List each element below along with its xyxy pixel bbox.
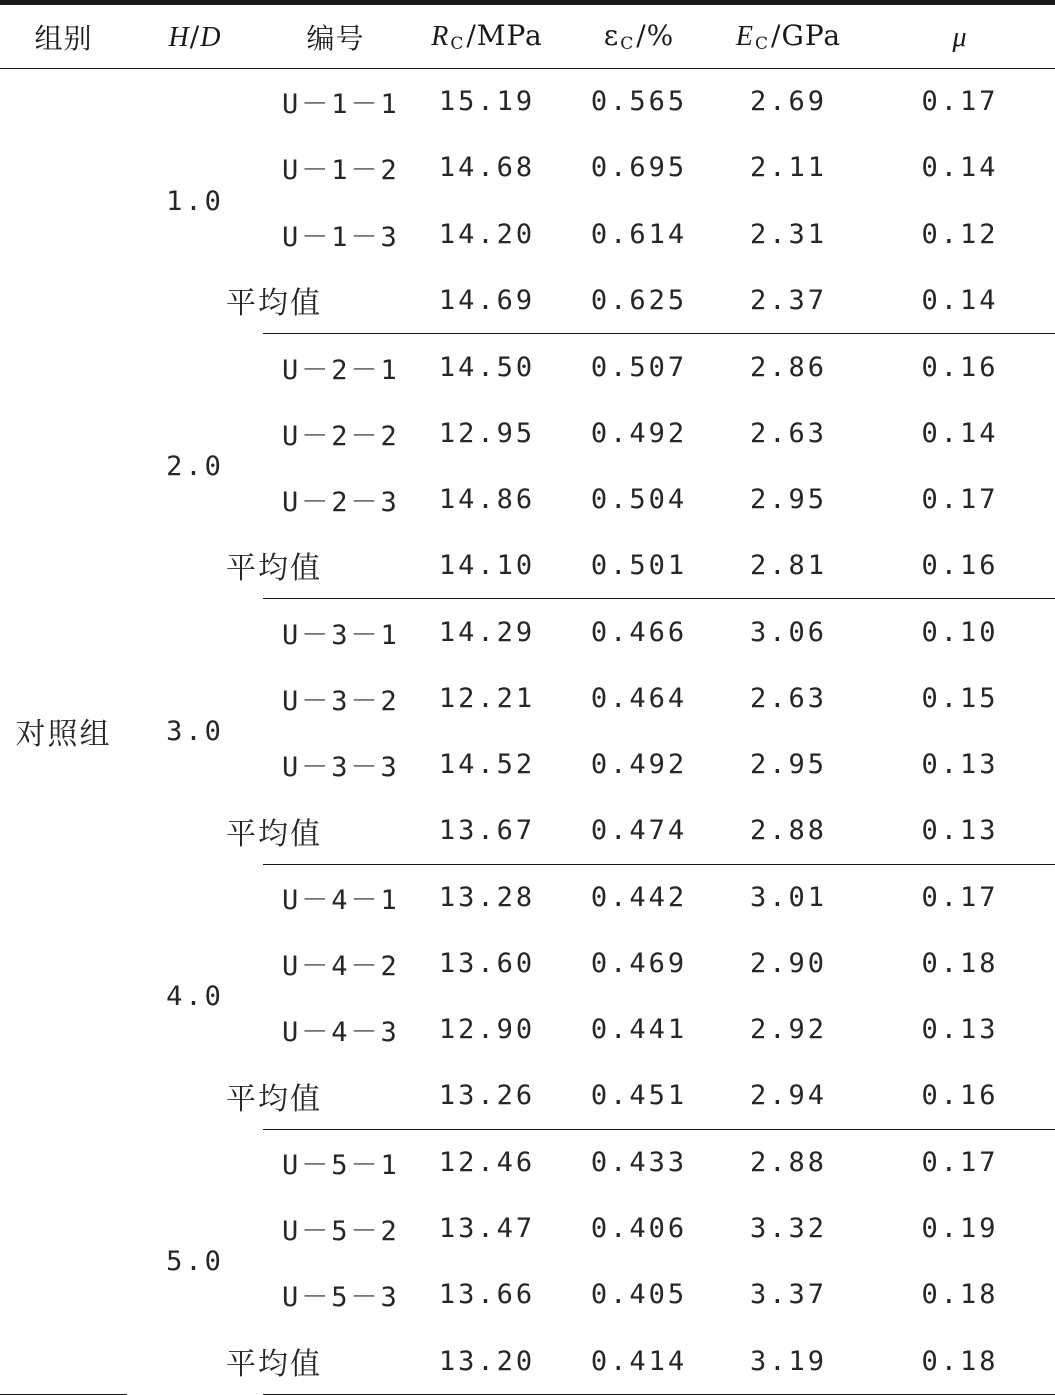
specimen-id: U－5－2 (282, 1216, 400, 1248)
modulus-value: 2.86 (749, 351, 828, 383)
poisson-value: 0.18 (865, 1328, 1055, 1394)
header-hd-h: H (168, 21, 190, 53)
modulus-value: 3.01 (749, 881, 828, 913)
poisson-value: 0.17 (921, 86, 999, 118)
specimen-id: U－3－1 (282, 619, 400, 651)
strain-value: 0.501 (566, 533, 712, 599)
specimen-id: U－1－1 (282, 89, 400, 121)
average-label: 平均值 (226, 267, 371, 333)
rc-value: 13.28 (438, 881, 536, 913)
table-row (0, 69, 1055, 135)
header-hd (127, 3, 263, 69)
poisson-value: 0.17 (921, 483, 999, 515)
strain-value: 0.504 (590, 483, 688, 515)
modulus-value: 3.37 (749, 1279, 828, 1311)
strain-value: 0.474 (566, 798, 712, 864)
poisson-value: 0.17 (921, 881, 999, 913)
specimen-id: U－3－2 (282, 685, 400, 717)
modulus-value: 2.95 (749, 483, 828, 515)
modulus-value: 2.63 (749, 682, 828, 714)
rc-value: 12.21 (438, 682, 536, 714)
modulus-value: 2.63 (749, 417, 828, 449)
specimen-id: U－2－1 (282, 354, 400, 386)
strain-value: 0.466 (590, 616, 688, 648)
specimen-id: U－4－2 (282, 951, 400, 982)
modulus-value: 2.81 (712, 533, 865, 599)
hd-ratio-cell: 3.0 (166, 715, 224, 747)
poisson-value: 0.12 (921, 218, 999, 250)
modulus-value: 3.32 (749, 1213, 828, 1245)
hd-ratio-cell: 1.0 (166, 185, 224, 217)
poisson-value: 0.15 (921, 682, 999, 714)
modulus-value: 2.90 (749, 948, 828, 979)
rc-value: 13.67 (408, 798, 566, 864)
strain-value: 0.464 (590, 682, 688, 714)
modulus-value: 2.69 (749, 86, 828, 118)
specimen-id: U－2－3 (282, 486, 400, 518)
strain-value: 0.441 (590, 1014, 688, 1046)
poisson-value: 0.19 (921, 1213, 999, 1245)
table-row (0, 1129, 1055, 1195)
average-label: 平均值 (226, 1328, 371, 1394)
strain-value: 0.414 (566, 1328, 712, 1394)
header-mu-symbol: μ (952, 21, 968, 53)
modulus-value: 3.06 (749, 616, 828, 648)
modulus-value: 2.94 (712, 1063, 865, 1129)
rc-value: 12.46 (438, 1147, 536, 1179)
poisson-value: 0.13 (865, 798, 1055, 864)
poisson-value: 0.18 (921, 1279, 999, 1311)
table-header (0, 3, 1055, 69)
modulus-value: 2.88 (749, 1147, 828, 1179)
header-eps-var: ε (603, 19, 620, 52)
rc-value: 13.20 (408, 1328, 566, 1394)
strain-value: 0.469 (590, 948, 688, 979)
table-body (0, 69, 1055, 1395)
average-label: 平均值 (226, 1063, 371, 1129)
modulus-value: 2.31 (749, 218, 828, 250)
header-eps (566, 3, 712, 69)
header-rc-sub: C (450, 34, 465, 54)
modulus-value: 2.92 (749, 1014, 828, 1046)
modulus-value: 2.95 (749, 749, 828, 781)
poisson-value: 0.14 (865, 267, 1055, 333)
header-rc-unit: /MPa (466, 19, 543, 52)
poisson-value: 0.13 (921, 749, 999, 781)
rc-value: 12.95 (438, 417, 536, 449)
specimen-id: U－2－2 (282, 420, 400, 452)
strain-value: 0.492 (590, 749, 688, 781)
header-rc (408, 3, 566, 69)
poisson-value: 0.14 (921, 417, 999, 449)
poisson-value: 0.10 (921, 616, 999, 648)
strain-value: 0.492 (590, 417, 688, 449)
rc-value: 14.69 (408, 267, 566, 333)
header-rc-var: R (431, 21, 450, 52)
rc-value: 12.90 (438, 1014, 536, 1046)
strain-value: 0.625 (566, 267, 712, 333)
rc-value: 14.86 (438, 483, 536, 515)
hd-ratio-cell: 2.0 (166, 450, 224, 482)
header-ec-unit: /GPa (771, 19, 842, 52)
strain-value: 0.614 (590, 218, 688, 250)
specimen-id: U－5－1 (282, 1150, 400, 1182)
hd-ratio-cell: 5.0 (166, 1246, 224, 1278)
hd-ratio-cell: 4.0 (166, 981, 224, 1013)
poisson-value: 0.17 (921, 1147, 999, 1179)
modulus-value: 2.37 (712, 267, 865, 333)
strain-value: 0.406 (590, 1213, 688, 1245)
strain-value: 0.695 (590, 152, 688, 184)
specimen-id: U－3－3 (282, 752, 400, 784)
specimen-id: U－5－3 (282, 1282, 400, 1314)
rc-value: 13.26 (408, 1063, 566, 1129)
table-row (0, 334, 1055, 400)
poisson-value: 0.14 (921, 152, 999, 184)
poisson-value: 0.16 (921, 351, 999, 383)
specimen-id: U－4－3 (282, 1017, 400, 1049)
average-label: 平均值 (226, 533, 371, 599)
table-row (0, 864, 1055, 930)
average-label: 平均值 (226, 798, 371, 864)
rc-value: 13.47 (438, 1213, 536, 1245)
rc-value: 14.68 (438, 152, 536, 184)
header-hd-d: D (200, 21, 222, 53)
strain-value: 0.442 (590, 881, 688, 913)
rc-value: 14.52 (438, 749, 536, 781)
rc-value: 14.50 (438, 351, 536, 383)
poisson-value: 0.18 (921, 948, 999, 979)
poisson-value: 0.16 (865, 533, 1055, 599)
header-mu (865, 3, 1055, 69)
modulus-value: 2.88 (712, 798, 865, 864)
table-row (0, 599, 1055, 665)
rc-value: 14.29 (438, 616, 536, 648)
header-code: 编号 (263, 3, 408, 69)
modulus-value: 3.19 (712, 1328, 865, 1394)
header-hd-slash: / (189, 19, 201, 53)
poisson-value: 0.16 (865, 1063, 1055, 1129)
modulus-value: 2.11 (749, 152, 828, 184)
strain-value: 0.433 (590, 1147, 688, 1179)
rc-value: 15.19 (438, 86, 536, 118)
header-eps-unit: /% (636, 19, 675, 52)
poisson-value: 0.13 (921, 1014, 999, 1046)
strain-value: 0.507 (590, 351, 688, 383)
header-eps-sub: C (620, 34, 635, 54)
specimen-id: U－1－2 (282, 155, 400, 187)
rc-value: 13.60 (438, 948, 536, 979)
strain-value: 0.451 (566, 1063, 712, 1129)
rc-value: 13.66 (438, 1279, 536, 1311)
strain-value: 0.565 (590, 86, 688, 118)
header-ec-var: E (735, 21, 754, 52)
group-label: 对照组 (0, 69, 127, 1395)
specimen-id: U－1－3 (282, 221, 400, 253)
strain-value: 0.405 (590, 1279, 688, 1311)
rc-value: 14.20 (438, 218, 536, 250)
specimen-id: U－4－1 (282, 884, 400, 916)
header-ec (712, 3, 865, 69)
header-group: 组别 (0, 3, 127, 69)
rc-value: 14.10 (408, 533, 566, 599)
header-ec-sub: C (755, 34, 770, 54)
header-row (0, 3, 1055, 69)
